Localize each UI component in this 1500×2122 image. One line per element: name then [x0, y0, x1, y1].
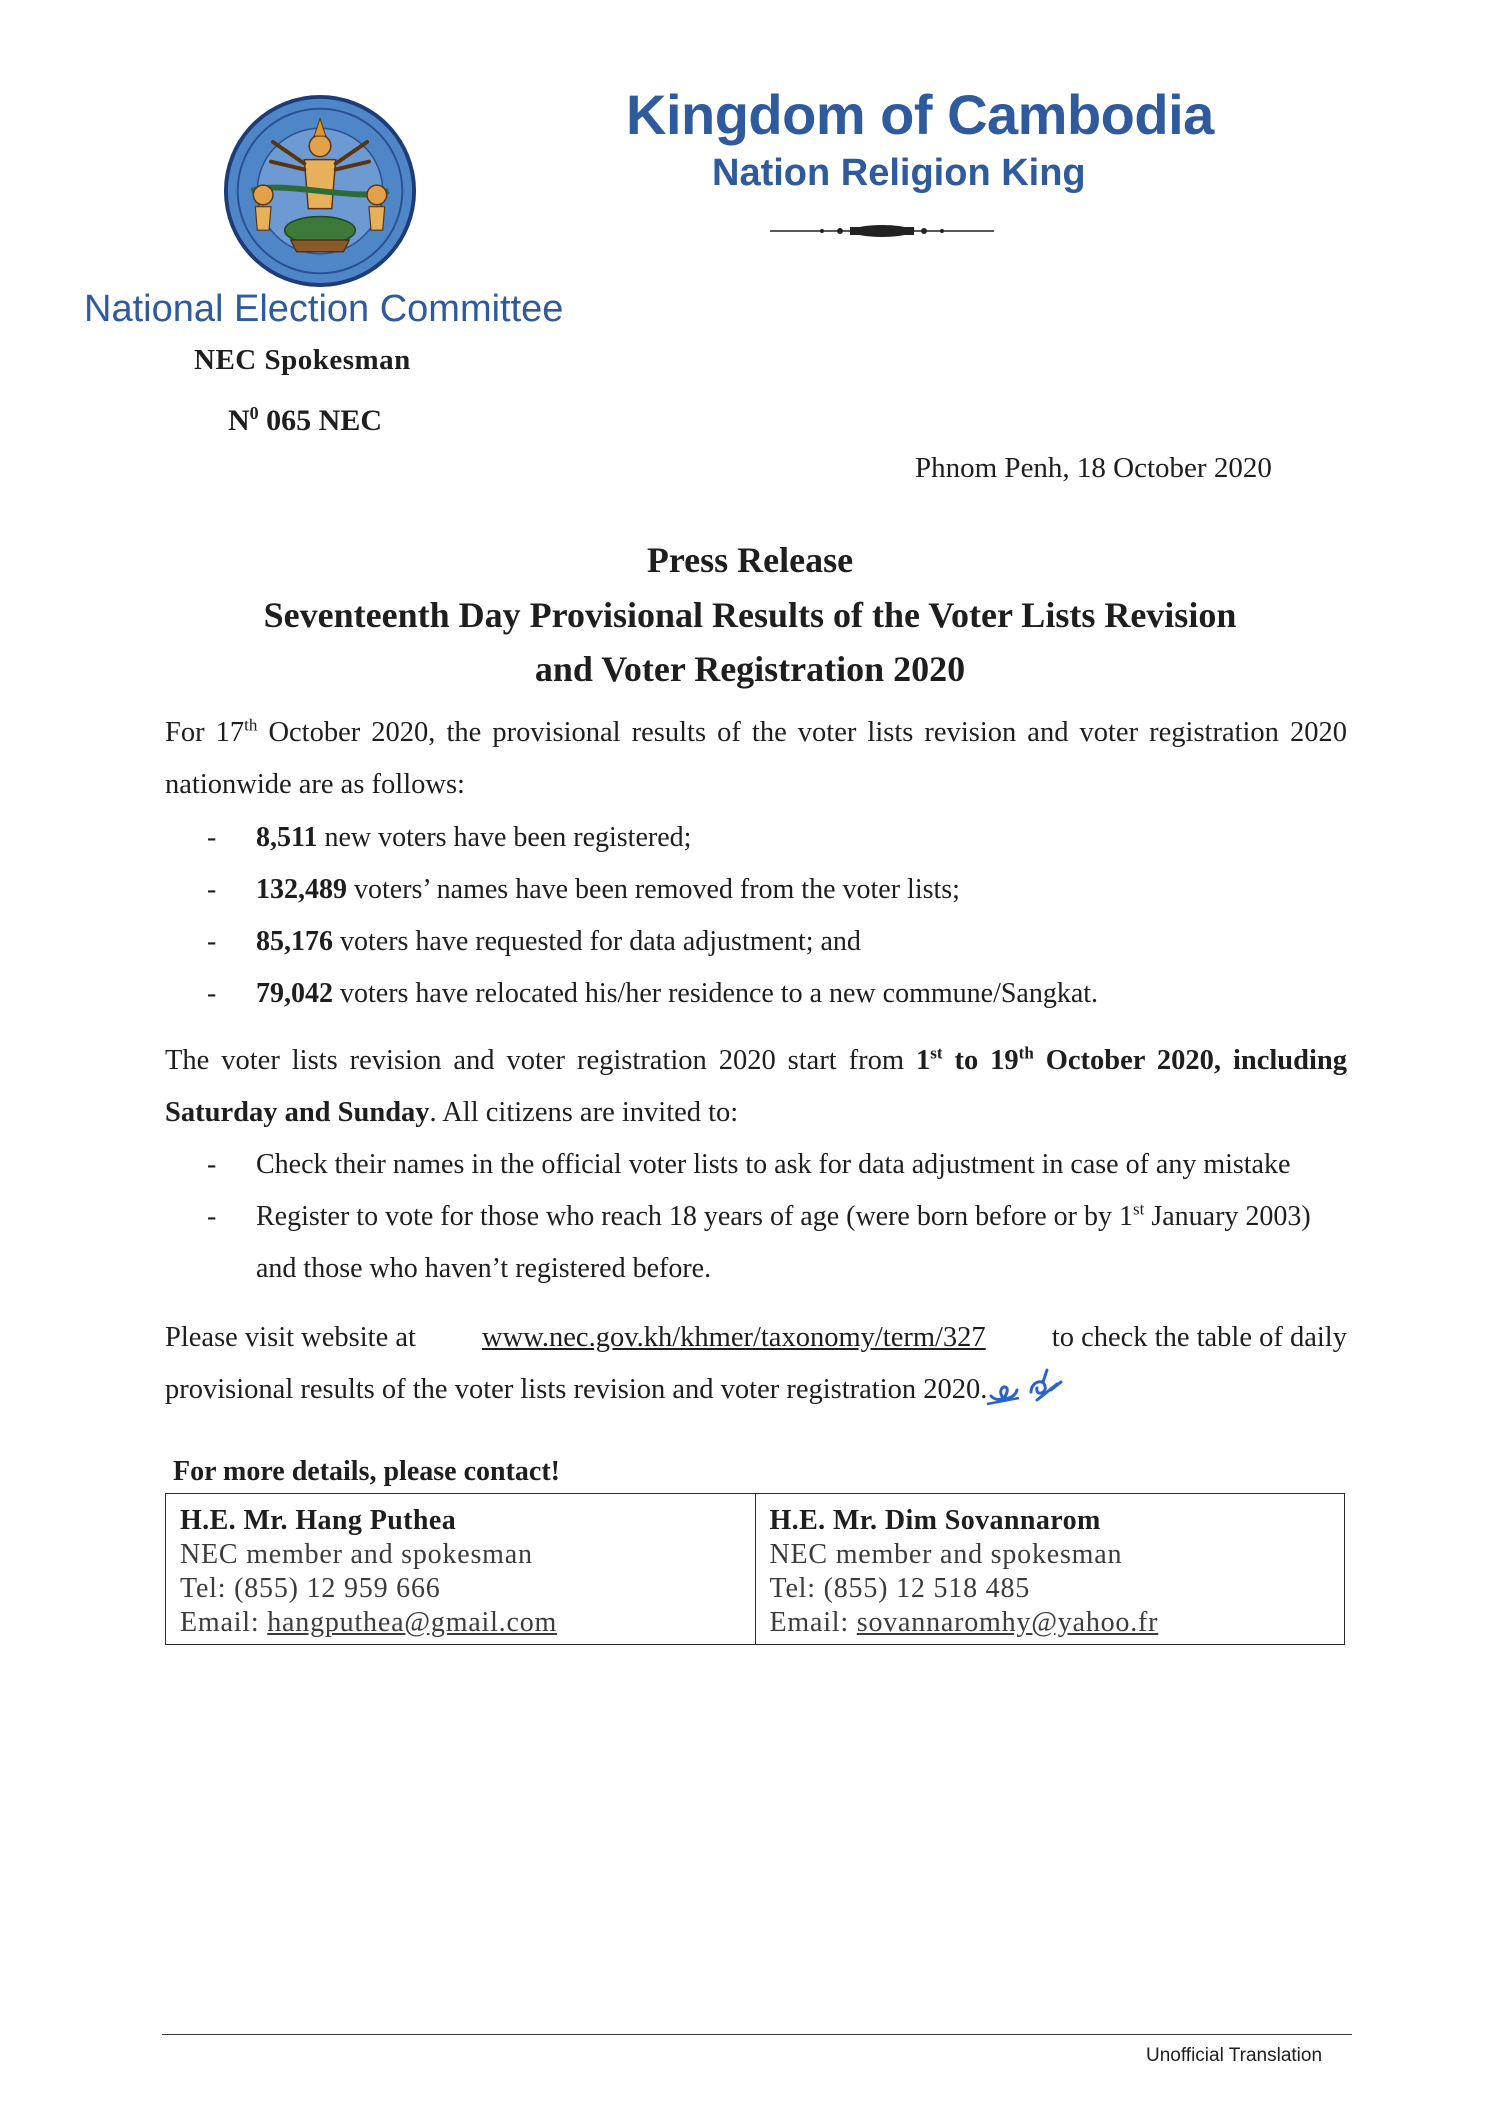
- document-subtitle-line-2: and Voter Registration 2020: [534, 649, 966, 689]
- result-text: voters have relocated his/her residence to a new commune/Sangkat.: [333, 978, 1099, 1009]
- result-dash: -: [207, 926, 217, 957]
- contact-card: [755, 1494, 1345, 1645]
- result-dash: -: [207, 822, 217, 853]
- invite-dash: -: [207, 1201, 217, 1232]
- contact-email-line: Email: sovannaromhy@yahoo.fr: [769, 1607, 1159, 1638]
- contact-name: H.E. Mr. Hang Puthea: [180, 1505, 457, 1536]
- result-value: 8,511: [256, 822, 318, 853]
- website-paragraph-line-1: Please visit website at www.nec.gov.kh/khmer/taxonomy/term/327 to check the table of daily: [165, 1312, 1347, 1364]
- footer-note: Unofficial Translation: [1146, 2045, 1323, 2066]
- contact-name: H.E. Mr. Dim Sovannarom: [769, 1505, 1101, 1536]
- contact-role: NEC member and spokesman: [180, 1539, 533, 1570]
- intro-paragraph-line-1: For 17th October 2020, the provisional results of the voter lists revision and voter registration 2020: [165, 715, 1347, 748]
- footer-divider: [162, 2034, 1352, 2035]
- results-website-link[interactable]: www.nec.gov.kh/khmer/taxonomy/term/327: [482, 1322, 986, 1353]
- reference-value: 065 NEC: [266, 404, 383, 437]
- result-value: 79,042: [256, 978, 333, 1009]
- contact-card: [166, 1494, 756, 1645]
- contact-phone: Tel: (855) 12 959 666: [180, 1573, 441, 1604]
- document-title: Press Release: [646, 540, 854, 580]
- reference-number: [228, 404, 382, 438]
- nec-seal-logo: [222, 93, 418, 289]
- intro-paragraph-line-2: nationwide are as follows:: [165, 769, 465, 800]
- office-name: NEC Spokesman: [194, 344, 411, 376]
- result-text: voters’ names have been removed from the voter lists;: [347, 874, 960, 905]
- period-paragraph-line-1: The voter lists revision and voter registration 2020 start from 1st to 19th October 2020, including: [165, 1043, 1347, 1076]
- result-text: voters have requested for data adjustment; and: [333, 926, 861, 957]
- result-text: new voters have been registered;: [317, 822, 692, 853]
- result-dash: -: [207, 874, 217, 905]
- invite-text: Register to vote for those who reach 18 years of age (were born before or by 1st January 2003): [256, 1199, 1311, 1232]
- reference-superscript: 0: [249, 403, 259, 423]
- contact-email-link[interactable]: hangputhea@gmail.com: [267, 1607, 558, 1638]
- invite-text-continued: and those who haven’t registered before.: [256, 1253, 712, 1284]
- contact-email-link[interactable]: sovannaromhy@yahoo.fr: [856, 1607, 1159, 1638]
- ornament-divider: [770, 222, 994, 240]
- document-subtitle-line-1: Seventeenth Day Provisional Results of the Voter Lists Revision: [263, 595, 1237, 635]
- national-motto: Nation Religion King: [712, 152, 1086, 194]
- contact-phone: Tel: (855) 12 518 485: [769, 1573, 1031, 1604]
- organization-name: National Election Committee: [84, 288, 564, 330]
- handwritten-initials: [985, 1362, 1065, 1410]
- invite-dash: -: [207, 1149, 217, 1180]
- country-heading: Kingdom of Cambodia: [626, 83, 1214, 146]
- place-and-date: Phnom Penh, 18 October 2020: [915, 452, 1272, 484]
- contact-heading: For more details, please contact!: [173, 1456, 560, 1487]
- contact-table: [165, 1493, 1345, 1645]
- contact-role: NEC member and spokesman: [769, 1539, 1123, 1570]
- result-value: 85,176: [256, 926, 333, 957]
- result-dash: -: [207, 978, 217, 1009]
- result-value: 132,489: [256, 874, 347, 905]
- reference-prefix: N: [228, 404, 250, 437]
- website-paragraph-line-2: provisional results of the voter lists revision and voter registration 2020.: [165, 1374, 988, 1405]
- period-paragraph-line-2: Saturday and Sunday. All citizens are invited to:: [165, 1097, 739, 1128]
- contact-email-line: Email: hangputhea@gmail.com: [180, 1607, 558, 1638]
- invite-text: Check their names in the official voter lists to ask for data adjustment in case of any mistake: [256, 1149, 1291, 1180]
